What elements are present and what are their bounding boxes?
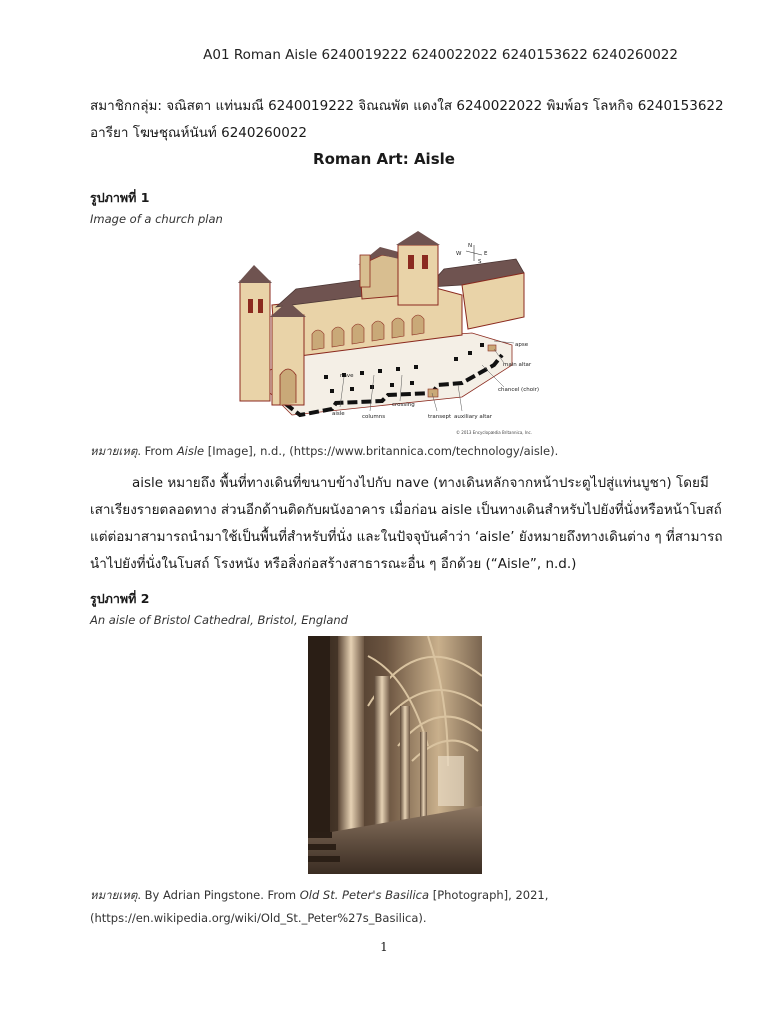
page-number: 1 bbox=[380, 940, 388, 954]
crossing-tower-roof bbox=[396, 231, 440, 245]
figure-2-note bbox=[90, 887, 548, 905]
crossing-tower-window bbox=[422, 255, 428, 269]
stair-tower bbox=[360, 255, 370, 287]
figure-1-note-pre: . From bbox=[137, 444, 177, 458]
compass-e: E bbox=[484, 251, 488, 257]
label-main-altar: main altar bbox=[503, 362, 532, 368]
group-members-line-1: สมาชิกกลุ่ม: จณิสตา แท่นมณี 6240019222 จิณณพัต แดงใส 6240022022 พิมพ์อร โลหกิจ 6240153622 bbox=[90, 98, 724, 114]
label-columns: columns bbox=[362, 414, 386, 420]
paragraph-line-2: เสาเรียงรายตลอดทาง ส่วนอีกด้านติดกับผนังอาคาร เมื่อก่อน aisle เป็นทางเดินสำหรับไปยังที่นั่งหรือหน้าโบสถ์ bbox=[90, 502, 722, 518]
crossing-tower-window bbox=[408, 255, 414, 269]
label-nave: nave bbox=[340, 373, 354, 379]
figure-2-note-label: หมายเหตุ bbox=[90, 888, 138, 902]
figure-1-caption: Image of a church plan bbox=[90, 212, 223, 226]
column-far bbox=[400, 706, 410, 826]
compass-w: W bbox=[456, 251, 462, 257]
compass-n: N bbox=[468, 243, 473, 249]
document-title: Roman Art: Aisle bbox=[313, 150, 455, 168]
column-farther bbox=[420, 732, 427, 824]
body-paragraph bbox=[90, 470, 723, 578]
figure-1-note-title: Aisle bbox=[176, 444, 205, 458]
column-mid bbox=[374, 676, 390, 832]
figure-2-label: รูปภาพที่ 2 bbox=[90, 591, 150, 606]
paragraph-line-1: aisle หมายถึง พื้นที่ทางเดินที่ขนาบข้างไปกับ nave (ทางเดินหลักจากหน้าประตูไปสู่แท่นบูชา) โดยมี bbox=[132, 475, 709, 491]
label-transept: transept bbox=[428, 414, 452, 420]
bristol-cathedral-aisle-photo bbox=[308, 636, 482, 874]
west-tower-left-roof bbox=[238, 265, 272, 283]
label-aisle: aisle bbox=[332, 411, 345, 417]
west-tower-window bbox=[258, 299, 263, 313]
figure-2-note-pre: . By Adrian Pingstone. From bbox=[137, 888, 300, 902]
label-chancel: chancel (choir) bbox=[498, 387, 540, 393]
far-window bbox=[438, 756, 464, 806]
figure-1-note-post: [Image], n.d., (https://www.britannica.com/technology/aisle). bbox=[204, 444, 559, 458]
figure-1-note-label: หมายเหตุ bbox=[90, 444, 138, 458]
figure-1-note bbox=[90, 443, 558, 461]
figure-2-note-url: (https://en.wikipedia.org/wiki/Old_St._Peter%27s_Basilica). bbox=[90, 911, 427, 925]
column-near bbox=[338, 636, 364, 836]
diagram-copyright: © 2013 Encyclopædia Britannica, Inc. bbox=[456, 430, 533, 435]
west-tower-left bbox=[240, 281, 270, 401]
label-crossing: crossing bbox=[392, 402, 415, 408]
label-apse: apse bbox=[515, 342, 529, 348]
compass-s: S bbox=[478, 259, 482, 265]
crossing-tower bbox=[398, 245, 438, 305]
paragraph-line-4: นำไปยังที่นั่งในโบสถ์ โรงหนัง หรือสิ่งก่อสร้างสาธารณะอื่น ๆ อีกด้วย (“Aisle”, n.d.) bbox=[90, 556, 577, 572]
figure-2-note-post: [Photograph], 2021, bbox=[429, 888, 549, 902]
header-line: A01 Roman Aisle 6240019222 6240022022 6240153622 6240260022 bbox=[203, 47, 678, 63]
group-members-line-2: อารียา โฆษชุณห์นันท์ 6240260022 bbox=[90, 125, 308, 141]
west-tower-window bbox=[248, 299, 253, 313]
figure-2-caption: An aisle of Bristol Cathedral, Bristol, England bbox=[90, 613, 348, 627]
figure-2-note-title: Old St. Peter's Basilica bbox=[299, 888, 430, 902]
church-plan-diagram bbox=[232, 225, 542, 437]
west-door bbox=[280, 369, 296, 405]
label-auxiliary-altar: auxiliary altar bbox=[454, 414, 493, 420]
paragraph-line-3: แต่ต่อมาสามารถนำมาใช้เป็นพื้นที่สำหรับที่นั่ง และในปัจจุบันคำว่า ‘aisle’ ยังหมายถึงทางเดินต่าง ๆ ที่สามารถ bbox=[90, 529, 723, 545]
figure-1-label: รูปภาพที่ 1 bbox=[90, 190, 150, 205]
